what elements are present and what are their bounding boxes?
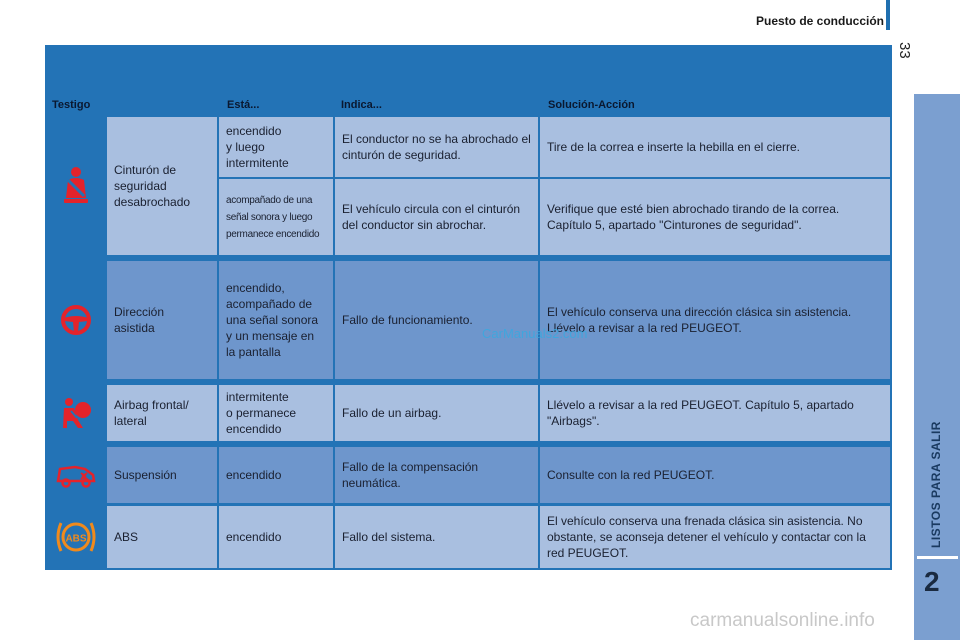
table-row-seatbelt-label: Cinturón de seguridad desabrochado xyxy=(107,117,217,255)
table-cell-indica: Fallo de la compensación neumática. xyxy=(335,447,538,503)
abs-icon xyxy=(47,506,105,568)
table-cell-indica: Fallo de funcionamiento. xyxy=(335,261,538,379)
table-row-airbag-label: Airbag frontal/ lateral xyxy=(107,385,217,441)
airbag-icon xyxy=(47,385,105,441)
svg-text:ABS: ABS xyxy=(65,533,87,545)
column-header-indica: Indica... xyxy=(341,99,382,111)
table-cell-accion: Verifique que esté bien abrochado tirando de la correa. Capítulo 5, apartado "Cinturones de seguridad". xyxy=(540,179,890,255)
section-title: Puesto de conducción xyxy=(755,14,884,28)
table-cell-accion: El vehículo conserva una dirección clásica sin asistencia. Llévelo a revisar a la red PEUGEOT. xyxy=(540,261,890,379)
table-cell-indica: Fallo de un airbag. xyxy=(335,385,538,441)
column-header-accion: Solución-Acción xyxy=(548,99,635,111)
watermark-carmanuals: CarManuals2.com xyxy=(482,326,588,341)
table-cell-esta: acompañado de una señal sonora y luego permanece encendido xyxy=(219,179,333,255)
table-cell-indica: El vehículo circula con el cinturón del conductor sin abrochar. xyxy=(335,179,538,255)
table-cell-esta: encendido xyxy=(219,447,333,503)
table-cell-accion: Tire de la correa e inserte la hebilla en el cierre. xyxy=(540,117,890,177)
table-cell-esta: encendido, acompañado de una señal sonora y un mensaje en la pantalla xyxy=(219,261,333,379)
watermark-carmanualsonline: carmanualsonline.info xyxy=(690,610,875,631)
chapter-title: LISTOS PARA SALIR xyxy=(929,421,943,548)
table-row-steering-label: Dirección asistida xyxy=(107,261,217,379)
table-cell-esta: encendido y luego intermitente xyxy=(219,117,333,177)
seatbelt-icon xyxy=(47,117,105,255)
table-cell-indica: El conductor no se ha abrochado el cinturón de seguridad. xyxy=(335,117,538,177)
table-cell-accion: El vehículo conserva una frenada clásica sin asistencia. No obstante, se aconseja detener el vehículo y contactar con la red PEUGEOT. xyxy=(540,506,890,568)
page-number: 33 xyxy=(896,42,913,59)
table-row-suspension-label: Suspensión xyxy=(107,447,217,503)
table-cell-accion: Consulte con la red PEUGEOT. xyxy=(540,447,890,503)
table-row-abs-label: ABS xyxy=(107,506,217,568)
steering-wheel-icon xyxy=(47,261,105,379)
table-cell-esta: intermitente o permanece encendido xyxy=(219,385,333,441)
table-cell-esta: encendido xyxy=(219,506,333,568)
suspension-icon xyxy=(47,447,105,503)
table-cell-indica: Fallo del sistema. xyxy=(335,506,538,568)
column-header-esta: Está... xyxy=(227,99,260,111)
header-rule xyxy=(886,0,890,30)
chapter-number: 2 xyxy=(924,566,940,597)
column-header-testigo: Testigo xyxy=(52,99,91,111)
sidebar-divider xyxy=(917,556,958,559)
table-cell-accion: Llévelo a revisar a la red PEUGEOT. Capítulo 5, apartado "Airbags". xyxy=(540,385,890,441)
